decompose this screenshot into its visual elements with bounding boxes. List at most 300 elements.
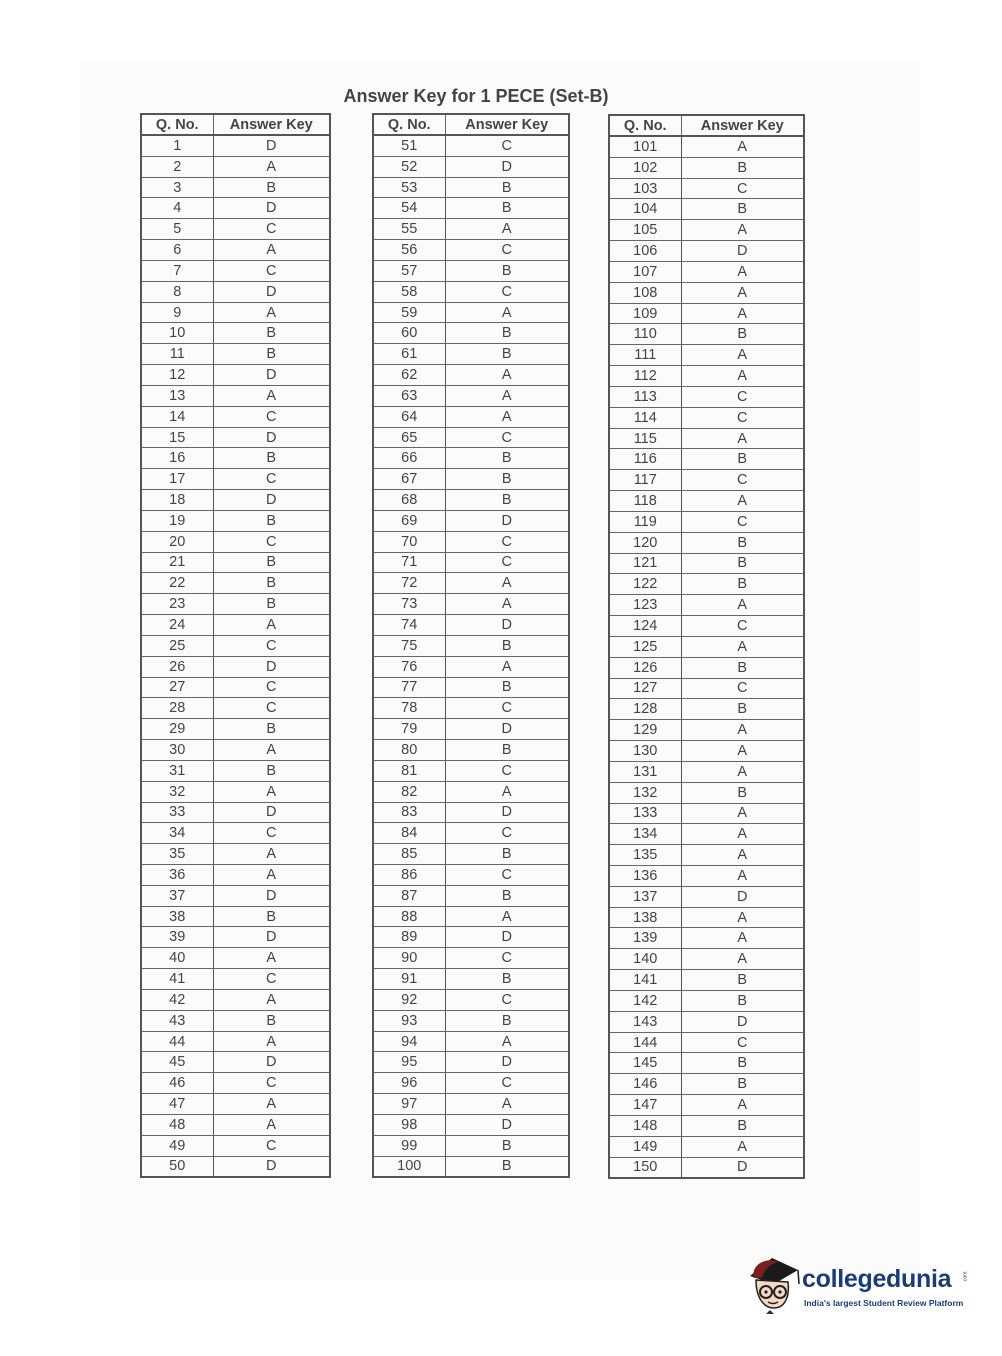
question-number: 89 bbox=[373, 927, 445, 948]
question-number: 34 bbox=[141, 823, 213, 844]
answer-cell: D bbox=[445, 156, 569, 177]
table-row bbox=[373, 1052, 569, 1073]
answer-cell: A bbox=[681, 345, 804, 366]
table-row bbox=[373, 844, 569, 865]
answer-cell: C bbox=[445, 760, 569, 781]
question-number: 10 bbox=[141, 323, 213, 344]
table-row bbox=[141, 594, 330, 615]
table-row bbox=[609, 1095, 804, 1116]
answer-cell: A bbox=[445, 385, 569, 406]
answer-header: Answer Key bbox=[445, 114, 569, 135]
answer-cell: A bbox=[445, 656, 569, 677]
question-number: 19 bbox=[141, 510, 213, 531]
answer-cell: B bbox=[445, 344, 569, 365]
table-row bbox=[373, 969, 569, 990]
question-number: 112 bbox=[609, 366, 681, 387]
table-row bbox=[141, 260, 330, 281]
table-row bbox=[609, 678, 804, 699]
answer-cell: C bbox=[445, 864, 569, 885]
answer-cell: A bbox=[681, 366, 804, 387]
answer-cell: C bbox=[213, 531, 330, 552]
answer-cell: C bbox=[213, 260, 330, 281]
table-row bbox=[609, 1032, 804, 1053]
table-row bbox=[141, 989, 330, 1010]
table-row bbox=[609, 741, 804, 762]
question-number: 139 bbox=[609, 928, 681, 949]
answer-cell: B bbox=[681, 532, 804, 553]
answer-cell: B bbox=[213, 344, 330, 365]
table-row bbox=[141, 448, 330, 469]
question-number: 143 bbox=[609, 1011, 681, 1032]
table-row bbox=[141, 281, 330, 302]
answer-cell: C bbox=[445, 427, 569, 448]
table-row bbox=[609, 574, 804, 595]
table-row bbox=[609, 595, 804, 616]
answer-cell: B bbox=[213, 1010, 330, 1031]
table-row bbox=[373, 719, 569, 740]
question-number: 148 bbox=[609, 1115, 681, 1136]
question-number: 24 bbox=[141, 615, 213, 636]
answer-cell: A bbox=[213, 240, 330, 261]
question-number: 121 bbox=[609, 553, 681, 574]
answer-cell: B bbox=[681, 157, 804, 178]
question-number: 75 bbox=[373, 635, 445, 656]
question-number: 91 bbox=[373, 969, 445, 990]
answer-cell: B bbox=[445, 448, 569, 469]
table-row bbox=[373, 406, 569, 427]
table-row bbox=[141, 177, 330, 198]
answer-cell: D bbox=[213, 802, 330, 823]
question-number: 68 bbox=[373, 490, 445, 511]
table-row bbox=[609, 699, 804, 720]
answer-cell: B bbox=[681, 782, 804, 803]
answer-cell: A bbox=[681, 845, 804, 866]
question-number: 147 bbox=[609, 1095, 681, 1116]
answer-cell: A bbox=[213, 948, 330, 969]
answer-cell: A bbox=[445, 365, 569, 386]
table-row bbox=[141, 198, 330, 219]
table-row bbox=[373, 281, 569, 302]
answer-key-table-1 bbox=[140, 113, 331, 1178]
answer-cell: C bbox=[445, 1073, 569, 1094]
question-number: 45 bbox=[141, 1052, 213, 1073]
answer-cell: A bbox=[681, 136, 804, 157]
table-row bbox=[141, 344, 330, 365]
logo-suffix: .com bbox=[962, 1271, 969, 1283]
answer-cell: A bbox=[681, 803, 804, 824]
table-row bbox=[141, 531, 330, 552]
qno-header: Q. No. bbox=[373, 114, 445, 135]
answer-cell: A bbox=[445, 594, 569, 615]
table-row bbox=[609, 1011, 804, 1032]
answer-cell: A bbox=[213, 1114, 330, 1135]
answer-cell: B bbox=[445, 885, 569, 906]
answer-cell: D bbox=[213, 1156, 330, 1177]
table-row bbox=[609, 1136, 804, 1157]
question-number: 126 bbox=[609, 657, 681, 678]
table-row bbox=[141, 760, 330, 781]
answer-cell: C bbox=[213, 635, 330, 656]
answer-cell: C bbox=[213, 1135, 330, 1156]
question-number: 130 bbox=[609, 741, 681, 762]
answer-cell: D bbox=[445, 1052, 569, 1073]
question-number: 5 bbox=[141, 219, 213, 240]
table-row bbox=[373, 823, 569, 844]
table-row bbox=[141, 656, 330, 677]
answer-cell: C bbox=[445, 531, 569, 552]
question-number: 125 bbox=[609, 636, 681, 657]
answer-cell: A bbox=[213, 844, 330, 865]
table-row bbox=[141, 1156, 330, 1177]
answer-cell: D bbox=[445, 615, 569, 636]
answer-cell: A bbox=[681, 741, 804, 762]
table-row bbox=[609, 178, 804, 199]
table-row bbox=[141, 1094, 330, 1115]
table-row bbox=[609, 511, 804, 532]
table-row bbox=[609, 886, 804, 907]
question-number: 72 bbox=[373, 573, 445, 594]
question-number: 110 bbox=[609, 324, 681, 345]
table-row bbox=[141, 302, 330, 323]
answer-cell: C bbox=[681, 407, 804, 428]
answer-cell: D bbox=[213, 885, 330, 906]
answer-cell: B bbox=[681, 449, 804, 470]
question-number: 119 bbox=[609, 511, 681, 532]
answer-cell: A bbox=[681, 428, 804, 449]
question-number: 78 bbox=[373, 698, 445, 719]
question-number: 31 bbox=[141, 760, 213, 781]
table-row bbox=[373, 469, 569, 490]
table-row bbox=[609, 657, 804, 678]
table-row bbox=[609, 907, 804, 928]
question-number: 102 bbox=[609, 157, 681, 178]
table-row bbox=[609, 803, 804, 824]
table-row bbox=[141, 323, 330, 344]
question-number: 73 bbox=[373, 594, 445, 615]
answer-cell: C bbox=[445, 698, 569, 719]
question-number: 146 bbox=[609, 1074, 681, 1095]
question-number: 104 bbox=[609, 199, 681, 220]
question-number: 59 bbox=[373, 302, 445, 323]
question-number: 16 bbox=[141, 448, 213, 469]
question-number: 7 bbox=[141, 260, 213, 281]
question-number: 85 bbox=[373, 844, 445, 865]
question-number: 127 bbox=[609, 678, 681, 699]
table-row bbox=[141, 365, 330, 386]
table-row bbox=[373, 531, 569, 552]
table-row bbox=[141, 1073, 330, 1094]
question-number: 98 bbox=[373, 1114, 445, 1135]
table-row bbox=[141, 740, 330, 761]
question-number: 50 bbox=[141, 1156, 213, 1177]
table-row bbox=[373, 177, 569, 198]
answer-header: Answer Key bbox=[681, 115, 804, 136]
table-row bbox=[141, 823, 330, 844]
table-row bbox=[141, 490, 330, 511]
answer-cell: A bbox=[681, 1136, 804, 1157]
answer-cell: D bbox=[213, 490, 330, 511]
question-number: 9 bbox=[141, 302, 213, 323]
question-number: 61 bbox=[373, 344, 445, 365]
answer-cell: A bbox=[213, 1031, 330, 1052]
table-row bbox=[141, 615, 330, 636]
question-number: 101 bbox=[609, 136, 681, 157]
question-number: 2 bbox=[141, 156, 213, 177]
question-number: 27 bbox=[141, 677, 213, 698]
table-row bbox=[373, 906, 569, 927]
answer-cell: B bbox=[213, 594, 330, 615]
answer-cell: B bbox=[445, 1156, 569, 1177]
table-row bbox=[141, 698, 330, 719]
logo-brand-text: collegedunia bbox=[802, 1265, 952, 1293]
answer-cell: B bbox=[681, 199, 804, 220]
question-number: 132 bbox=[609, 782, 681, 803]
question-number: 1 bbox=[141, 135, 213, 156]
table-row bbox=[373, 885, 569, 906]
answer-cell: A bbox=[681, 907, 804, 928]
table-row bbox=[609, 386, 804, 407]
table-row bbox=[373, 490, 569, 511]
table-row bbox=[609, 970, 804, 991]
question-number: 70 bbox=[373, 531, 445, 552]
table-row bbox=[141, 385, 330, 406]
table-row bbox=[373, 156, 569, 177]
answer-cell: A bbox=[445, 573, 569, 594]
table-row bbox=[373, 302, 569, 323]
table-row bbox=[609, 199, 804, 220]
table-row bbox=[373, 1156, 569, 1177]
answer-cell: A bbox=[213, 615, 330, 636]
table-row bbox=[609, 824, 804, 845]
answer-cell: A bbox=[213, 740, 330, 761]
table-row bbox=[609, 345, 804, 366]
question-number: 144 bbox=[609, 1032, 681, 1053]
answer-cell: B bbox=[213, 448, 330, 469]
question-number: 92 bbox=[373, 989, 445, 1010]
question-number: 36 bbox=[141, 864, 213, 885]
table-row bbox=[373, 219, 569, 240]
question-number: 123 bbox=[609, 595, 681, 616]
question-number: 129 bbox=[609, 720, 681, 741]
answer-cell: D bbox=[681, 886, 804, 907]
student-mascot-icon bbox=[744, 1248, 800, 1314]
table-row bbox=[373, 198, 569, 219]
question-number: 18 bbox=[141, 490, 213, 511]
answer-cell: C bbox=[213, 219, 330, 240]
table-row bbox=[141, 427, 330, 448]
answer-cell: B bbox=[213, 719, 330, 740]
answer-cell: B bbox=[445, 1010, 569, 1031]
question-number: 53 bbox=[373, 177, 445, 198]
answer-header: Answer Key bbox=[213, 114, 330, 135]
question-number: 42 bbox=[141, 989, 213, 1010]
table-row bbox=[373, 698, 569, 719]
question-number: 145 bbox=[609, 1053, 681, 1074]
question-number: 66 bbox=[373, 448, 445, 469]
answer-cell: D bbox=[213, 365, 330, 386]
question-number: 44 bbox=[141, 1031, 213, 1052]
table-row bbox=[609, 553, 804, 574]
question-number: 26 bbox=[141, 656, 213, 677]
question-number: 38 bbox=[141, 906, 213, 927]
answer-cell: C bbox=[213, 823, 330, 844]
table-row bbox=[141, 969, 330, 990]
table-row bbox=[609, 241, 804, 262]
answer-cell: A bbox=[445, 406, 569, 427]
question-number: 122 bbox=[609, 574, 681, 595]
answer-cell: C bbox=[445, 989, 569, 1010]
table-row bbox=[609, 761, 804, 782]
question-number: 28 bbox=[141, 698, 213, 719]
answer-cell: D bbox=[445, 719, 569, 740]
answer-cell: B bbox=[681, 1115, 804, 1136]
table-row bbox=[373, 760, 569, 781]
answer-cell: A bbox=[681, 720, 804, 741]
table-row bbox=[609, 865, 804, 886]
question-number: 23 bbox=[141, 594, 213, 615]
answer-cell: A bbox=[681, 595, 804, 616]
answer-cell: B bbox=[445, 677, 569, 698]
question-number: 6 bbox=[141, 240, 213, 261]
question-number: 128 bbox=[609, 699, 681, 720]
qno-header: Q. No. bbox=[609, 115, 681, 136]
question-number: 134 bbox=[609, 824, 681, 845]
question-number: 67 bbox=[373, 469, 445, 490]
question-number: 35 bbox=[141, 844, 213, 865]
answer-cell: C bbox=[681, 511, 804, 532]
question-number: 96 bbox=[373, 1073, 445, 1094]
table-row bbox=[373, 594, 569, 615]
answer-cell: A bbox=[445, 1094, 569, 1115]
table-row bbox=[141, 135, 330, 156]
table-row bbox=[609, 636, 804, 657]
table-row bbox=[373, 927, 569, 948]
table-row bbox=[609, 157, 804, 178]
table-row bbox=[373, 677, 569, 698]
table-row bbox=[141, 677, 330, 698]
question-number: 88 bbox=[373, 906, 445, 927]
answer-cell: B bbox=[681, 574, 804, 595]
question-number: 140 bbox=[609, 949, 681, 970]
table-row bbox=[373, 1073, 569, 1094]
question-number: 117 bbox=[609, 470, 681, 491]
answer-cell: B bbox=[681, 324, 804, 345]
answer-cell: C bbox=[681, 616, 804, 637]
answer-cell: A bbox=[681, 261, 804, 282]
question-number: 97 bbox=[373, 1094, 445, 1115]
question-number: 30 bbox=[141, 740, 213, 761]
question-number: 136 bbox=[609, 865, 681, 886]
page-title: Answer Key for 1 PECE (Set-B) bbox=[343, 86, 609, 106]
question-number: 135 bbox=[609, 845, 681, 866]
question-number: 8 bbox=[141, 281, 213, 302]
answer-cell: B bbox=[681, 1074, 804, 1095]
answer-cell: C bbox=[445, 552, 569, 573]
question-number: 4 bbox=[141, 198, 213, 219]
answer-cell: C bbox=[681, 386, 804, 407]
table-row bbox=[373, 948, 569, 969]
answer-cell: B bbox=[681, 699, 804, 720]
question-number: 131 bbox=[609, 761, 681, 782]
table-row bbox=[141, 864, 330, 885]
answer-cell: C bbox=[213, 406, 330, 427]
answer-cell: D bbox=[213, 281, 330, 302]
table-row bbox=[609, 220, 804, 241]
question-number: 94 bbox=[373, 1031, 445, 1052]
table-row bbox=[373, 510, 569, 531]
question-number: 93 bbox=[373, 1010, 445, 1031]
question-number: 46 bbox=[141, 1073, 213, 1094]
question-number: 113 bbox=[609, 386, 681, 407]
table-row bbox=[373, 385, 569, 406]
answer-cell: A bbox=[213, 989, 330, 1010]
question-number: 107 bbox=[609, 261, 681, 282]
answer-cell: A bbox=[213, 864, 330, 885]
answer-cell: C bbox=[213, 677, 330, 698]
answer-cell: A bbox=[445, 781, 569, 802]
question-number: 111 bbox=[609, 345, 681, 366]
table-row bbox=[609, 1053, 804, 1074]
question-number: 118 bbox=[609, 491, 681, 512]
table-row bbox=[373, 740, 569, 761]
question-number: 95 bbox=[373, 1052, 445, 1073]
question-number: 76 bbox=[373, 656, 445, 677]
question-number: 15 bbox=[141, 427, 213, 448]
table-row bbox=[609, 1074, 804, 1095]
collegedunia-logo bbox=[744, 1248, 984, 1318]
question-number: 82 bbox=[373, 781, 445, 802]
answer-cell: A bbox=[213, 1094, 330, 1115]
question-number: 138 bbox=[609, 907, 681, 928]
answer-cell: A bbox=[681, 220, 804, 241]
question-number: 124 bbox=[609, 616, 681, 637]
question-number: 120 bbox=[609, 532, 681, 553]
table-row bbox=[373, 656, 569, 677]
answer-cell: A bbox=[681, 949, 804, 970]
question-number: 41 bbox=[141, 969, 213, 990]
answer-cell: B bbox=[445, 844, 569, 865]
question-number: 108 bbox=[609, 282, 681, 303]
answer-cell: A bbox=[213, 156, 330, 177]
question-number: 64 bbox=[373, 406, 445, 427]
answer-cell: B bbox=[213, 177, 330, 198]
question-number: 56 bbox=[373, 240, 445, 261]
answer-cell: D bbox=[445, 802, 569, 823]
answer-cell: C bbox=[445, 948, 569, 969]
table-row bbox=[373, 573, 569, 594]
table-row bbox=[609, 845, 804, 866]
table-row bbox=[609, 324, 804, 345]
table-row bbox=[141, 156, 330, 177]
question-number: 105 bbox=[609, 220, 681, 241]
question-number: 37 bbox=[141, 885, 213, 906]
table-row bbox=[373, 1010, 569, 1031]
answer-cell: C bbox=[213, 969, 330, 990]
table-row bbox=[141, 573, 330, 594]
question-number: 20 bbox=[141, 531, 213, 552]
question-number: 106 bbox=[609, 241, 681, 262]
answer-cell: C bbox=[445, 281, 569, 302]
question-number: 114 bbox=[609, 407, 681, 428]
table-row bbox=[141, 781, 330, 802]
answer-cell: D bbox=[213, 1052, 330, 1073]
question-number: 99 bbox=[373, 1135, 445, 1156]
answer-cell: D bbox=[213, 927, 330, 948]
table-row bbox=[373, 260, 569, 281]
table-row bbox=[141, 510, 330, 531]
question-number: 29 bbox=[141, 719, 213, 740]
answer-cell: B bbox=[445, 490, 569, 511]
